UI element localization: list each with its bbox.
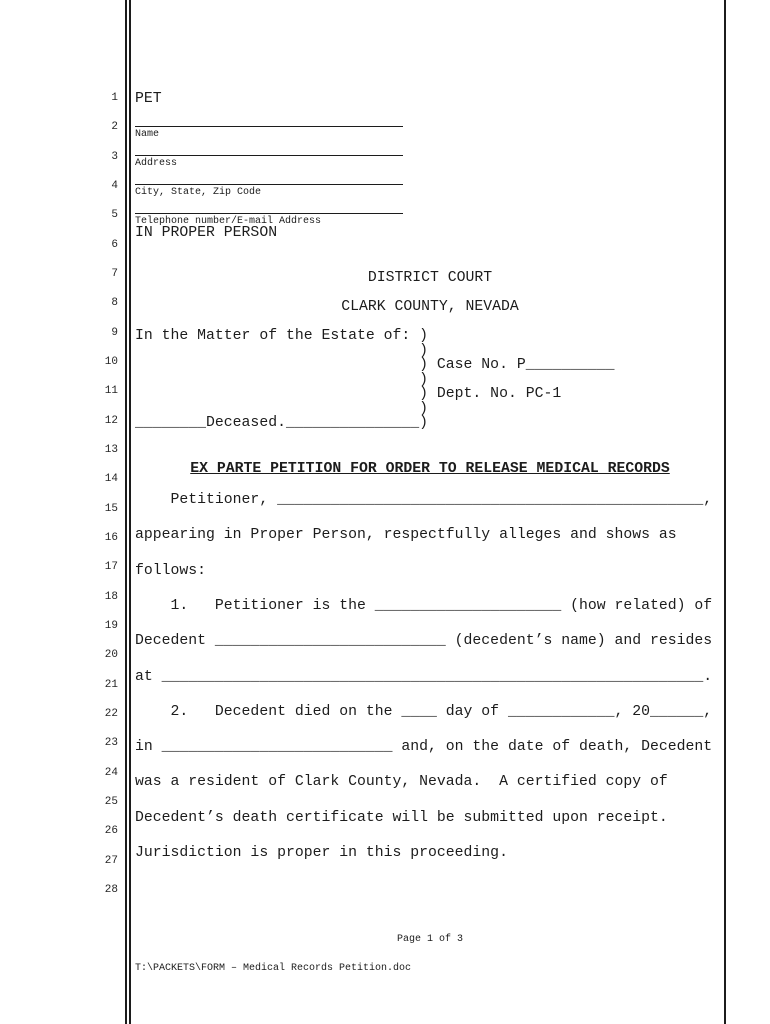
pleading-line-number-27: 27 <box>104 854 118 867</box>
pleading-line-number-12: 12 <box>104 414 118 427</box>
pleading-line-number-18: 18 <box>104 590 118 603</box>
attorney-designation: PET <box>135 91 162 107</box>
pleading-line-number-16: 16 <box>104 531 118 544</box>
para2-line-1: 2. Decedent died on the ____ day of ____________, 20______, <box>135 704 713 720</box>
address-field-underline <box>135 155 403 156</box>
name-field-label: Name <box>135 129 160 140</box>
pleading-line-number-8: 8 <box>111 297 118 310</box>
pleading-line-number-7: 7 <box>111 267 118 280</box>
pleading-line-number-14: 14 <box>104 473 118 486</box>
pleading-line-number-22: 22 <box>104 707 118 720</box>
pleading-line-number-10: 10 <box>104 355 118 368</box>
pleading-line-number-24: 24 <box>104 766 118 779</box>
para2-line-2: in __________________________ and, on the date of death, Decedent <box>135 739 713 755</box>
deceased-line: ________Deceased._______________) <box>135 415 429 431</box>
pleading-line-number-25: 25 <box>104 795 118 808</box>
para1-line-2: Decedent __________________________ (decedent’s name) and resides <box>135 633 713 649</box>
pleading-line-number-26: 26 <box>104 825 118 838</box>
city-state-zip-field-underline <box>135 184 403 185</box>
pleading-line-number-4: 4 <box>111 179 118 192</box>
document-file-path: T:\PACKETS\FORM – Medical Records Petition.doc <box>135 963 412 974</box>
pleading-line-number-20: 20 <box>104 649 118 662</box>
pleading-line-number-19: 19 <box>104 619 118 632</box>
pleading-line-number-21: 21 <box>104 678 118 691</box>
in-proper-person-line: IN PROPER PERSON <box>135 225 278 241</box>
pleading-line-number-11: 11 <box>104 385 118 398</box>
para2-line-3: was a resident of Clark County, Nevada. A certified copy of <box>135 774 668 790</box>
pleading-line-number-2: 2 <box>111 121 118 134</box>
pleading-line-number-13: 13 <box>104 443 118 456</box>
caption-paren-3: ) <box>135 401 429 417</box>
pleading-line-number-9: 9 <box>111 326 118 339</box>
petitioner-opening-line-2: appearing in Proper Person, respectfully alleges and shows as <box>135 527 677 543</box>
para2-line-4: Decedent’s death certificate will be submitted upon receipt. <box>135 810 668 826</box>
telephone-email-field-underline <box>135 213 403 214</box>
pleading-line-number-17: 17 <box>104 561 118 574</box>
case-number-line: ) Case No. P__________ <box>135 357 615 373</box>
petition-title: EX PARTE PETITION FOR ORDER TO RELEASE MEDICAL RECORDS <box>190 461 670 477</box>
caption-estate-line: In the Matter of the Estate of: ) <box>135 328 429 344</box>
caption-paren-2: ) <box>135 372 429 388</box>
caption-paren-1: ) <box>135 343 429 359</box>
para2-line-5: Jurisdiction is proper in this proceeding. <box>135 845 508 861</box>
pleading-line-number-6: 6 <box>111 238 118 251</box>
city-state-zip-field-label: City, State, Zip Code <box>135 187 262 198</box>
petitioner-opening-line-3: follows: <box>135 563 207 579</box>
court-name: DISTRICT COURT <box>367 270 493 286</box>
name-field-underline <box>135 126 403 127</box>
pleading-line-number-23: 23 <box>104 737 118 750</box>
para1-line-1: 1. Petitioner is the _____________________ (how related) of <box>135 598 713 614</box>
telephone-email-field-label: Telephone number/E-mail Address <box>135 216 322 227</box>
pleading-left-rule-outer <box>125 0 127 1024</box>
para1-line-3: at _____________________________________________________________. <box>135 669 713 685</box>
pleading-line-number-5: 5 <box>111 209 118 222</box>
dept-number-line: ) Dept. No. PC-1 <box>135 386 562 402</box>
pleading-line-number-1: 1 <box>111 92 118 104</box>
page-number: Page 1 of 3 <box>396 934 463 945</box>
court-county: CLARK COUNTY, NEVADA <box>341 299 519 315</box>
pleading-right-rule <box>724 0 726 1024</box>
pleading-line-number-15: 15 <box>104 502 118 515</box>
address-field-label: Address <box>135 158 178 169</box>
pleading-left-rule-inner <box>129 0 131 1024</box>
petitioner-opening-line-1: Petitioner, ________________________________________________, <box>135 492 713 508</box>
pleading-line-number-28: 28 <box>104 883 118 896</box>
pleading-line-number-3: 3 <box>111 150 118 163</box>
